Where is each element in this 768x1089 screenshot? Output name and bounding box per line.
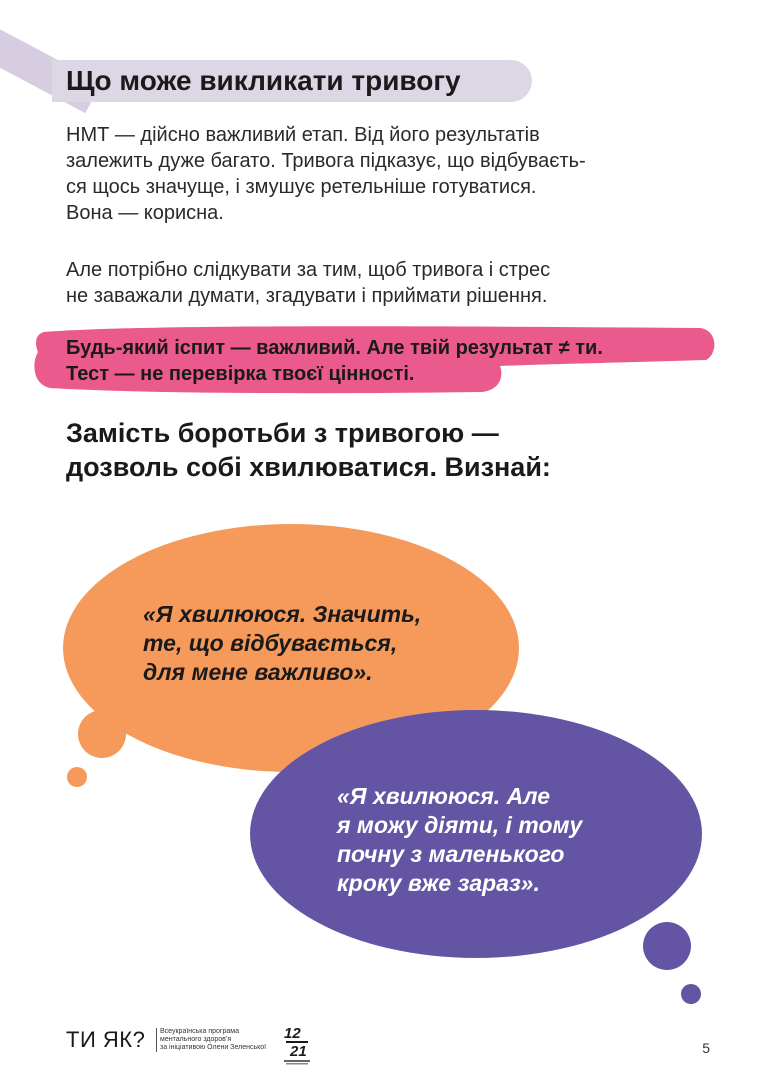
program-line: за ініціативою Олени Зеленської [160, 1044, 267, 1051]
paragraph-1-line: Вона — корисна. [66, 202, 224, 224]
purple-bubble-line: «Я хвилююся. Але [337, 783, 550, 809]
orange-bubble-tail-large [78, 710, 126, 758]
purple-bubble-line: я можу діяти, і тому [337, 812, 583, 838]
paragraph-1-line: ся щось значуще, і змушує ретельніше готуватися. [66, 176, 537, 198]
highlight-line: Будь-який іспит — важливий. Але твій результат ≠ ти. [66, 337, 603, 359]
highlight-line: Тест — не перевірка твоєї цінності. [66, 363, 415, 385]
program-description [160, 1028, 266, 1052]
badge-bottom-number: 21 [290, 1043, 307, 1060]
page-title: Що може викликати тривогу [66, 65, 461, 96]
purple-bubble-tail-large [643, 922, 691, 970]
orange-bubble-line: те, що відбувається, [143, 630, 398, 656]
badge-1221-icon [280, 1022, 316, 1066]
orange-bubble-line: для мене важливо». [143, 659, 373, 685]
logo-ty-yak: ТИ ЯК? [66, 1027, 146, 1052]
page-number: 5 [702, 1040, 710, 1056]
section-heading-line: дозволь собі хвилюватися. Визнай: [66, 452, 551, 482]
paragraph-1-line: НМТ — дійсно важливий етап. Від його результатів [66, 124, 540, 146]
purple-bubble-tail-small [681, 984, 701, 1004]
paragraph-2-line: не заважали думати, згадувати і приймати рішення. [66, 285, 548, 307]
badge-top-number: 12 [284, 1025, 301, 1042]
orange-bubble-quote [143, 600, 421, 687]
purple-bubble-line: почну з маленького [337, 841, 565, 867]
program-line: Всеукраїнська програма [160, 1028, 239, 1035]
paragraph-2-line: Але потрібно слідкувати за тим, щоб тривога і стрес [66, 259, 551, 281]
orange-bubble-tail-small [67, 767, 87, 787]
section-heading-line: Замість боротьби з тривогою — [66, 418, 499, 448]
program-line: ментального здоров’я [160, 1036, 232, 1043]
purple-bubble-quote [337, 782, 582, 898]
footer-divider [156, 1028, 157, 1052]
paragraph-1-line: залежить дуже багато. Тривога підказує, що відбуваєть- [66, 150, 586, 172]
orange-bubble-line: «Я хвилююся. Значить, [143, 601, 422, 627]
purple-bubble-line: кроку вже зараз». [337, 870, 540, 896]
